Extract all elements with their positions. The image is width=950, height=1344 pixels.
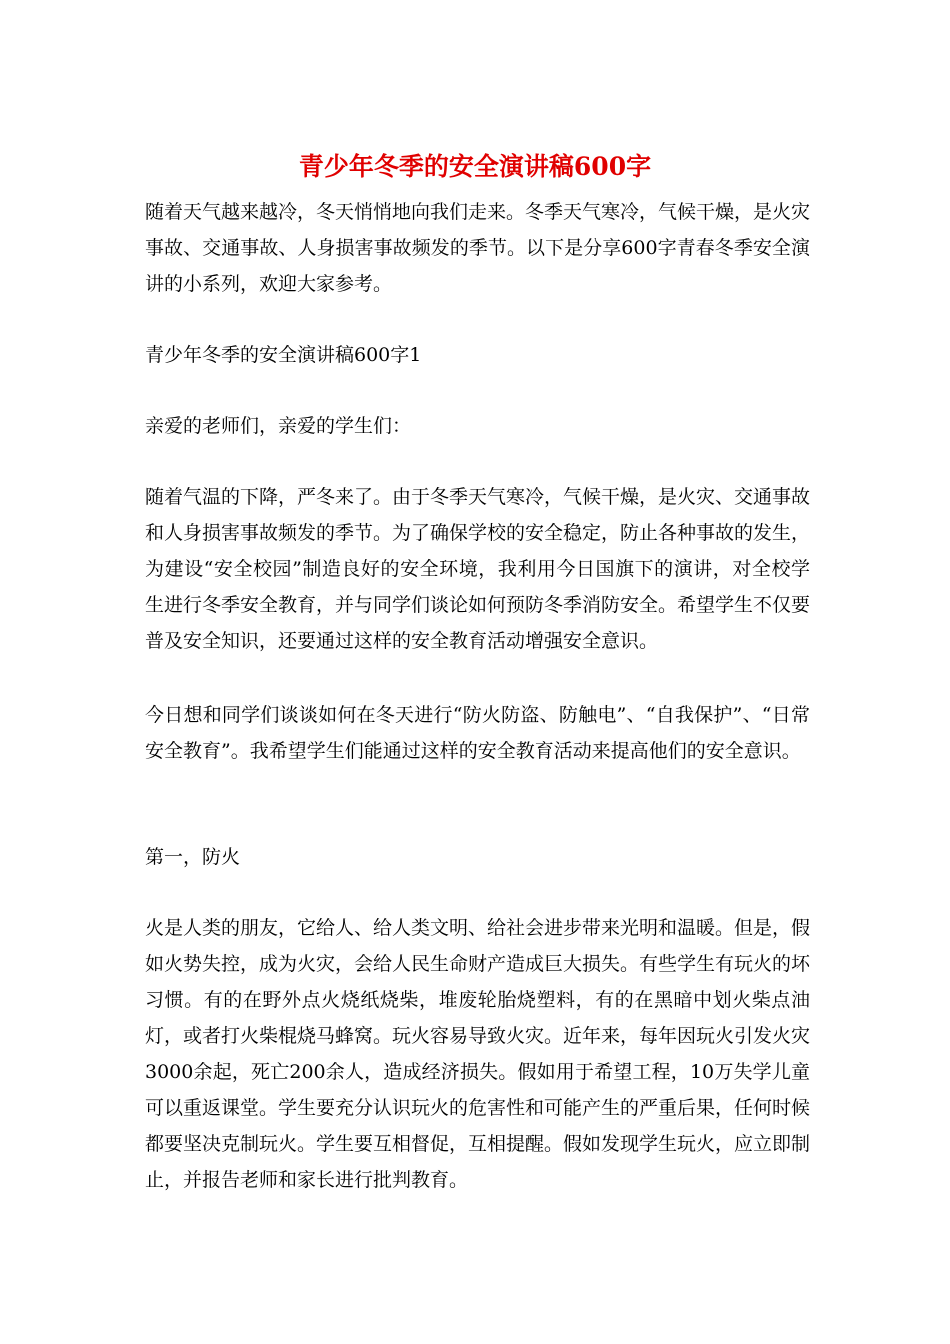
paragraph-text: 随着气温的下降，严冬来了。由于冬季天气寒冷，气候干燥，是火灾、交通事故和人身损害事故频发的季节。为了确保学校的安全稳定，防止各种事故的发生，为建设“安全校园”制造良好的安全环境，我利用今日国旗下的演讲，对全校学生进行冬季安全教育，并与同学们谈论如何预防冬季消防安全。希望学生不仅要普及安全知识，还要通过这样的安全教育活动增强安全意识。 <box>145 486 811 652</box>
body-paragraph <box>145 697 810 769</box>
intro-paragraph <box>145 194 810 302</box>
paragraph-text: 第一，防火 <box>145 846 241 868</box>
paragraph-text: 随着天气越来越冷，冬天悄悄地向我们走来。冬季天气寒冷，气候干燥，是火灾事故、交通事故、人身损害事故频发的季节。以下是分享600字青春冬季安全演讲的小系列，欢迎大家参考。 <box>145 201 811 295</box>
body-paragraph <box>145 910 810 1198</box>
paragraph-text: 火是人类的朋友，它给人、给人类文明、给社会进步带来光明和温暖。但是，假如火势失控，成为火灾，会给人民生命财产造成巨大损失。有些学生有玩火的坏习惯。有的在野外点火烧纸烧柴，堆废轮胎烧塑料，有的在黑暗中划火柴点油灯，或者打火柴棍烧马蜂窝。玩火容易导致火灾。近年来，每年因玩火引发火灾3000余起，死亡200余人，造成经济损失。假如用于希望工程，10万失学儿童可以重返课堂。学生要充分认识玩火的危害性和可能产生的严重后果，任何时候都要坚决克制玩火。学生要互相督促，互相提醒。假如发现学生玩火，应立即制止，并报告老师和家长进行批判教育。 <box>145 917 811 1191</box>
section-heading <box>145 337 810 373</box>
document-title: 青少年冬季的安全演讲稿600字 <box>298 152 652 181</box>
paragraph-text: 青少年冬季的安全演讲稿600字1 <box>145 344 422 366</box>
subsection-heading <box>145 839 810 875</box>
salutation <box>145 408 810 444</box>
paragraph-text: 今日想和同学们谈谈如何在冬天进行“防火防盗、防触电”、“自我保护”、“日常安全教育”。我希望学生们能通过这样的安全教育活动来提高他们的安全意识。 <box>145 704 810 762</box>
paragraph-text: 亲爱的老师们，亲爱的学生们： <box>145 415 412 437</box>
body-paragraph <box>145 479 810 659</box>
